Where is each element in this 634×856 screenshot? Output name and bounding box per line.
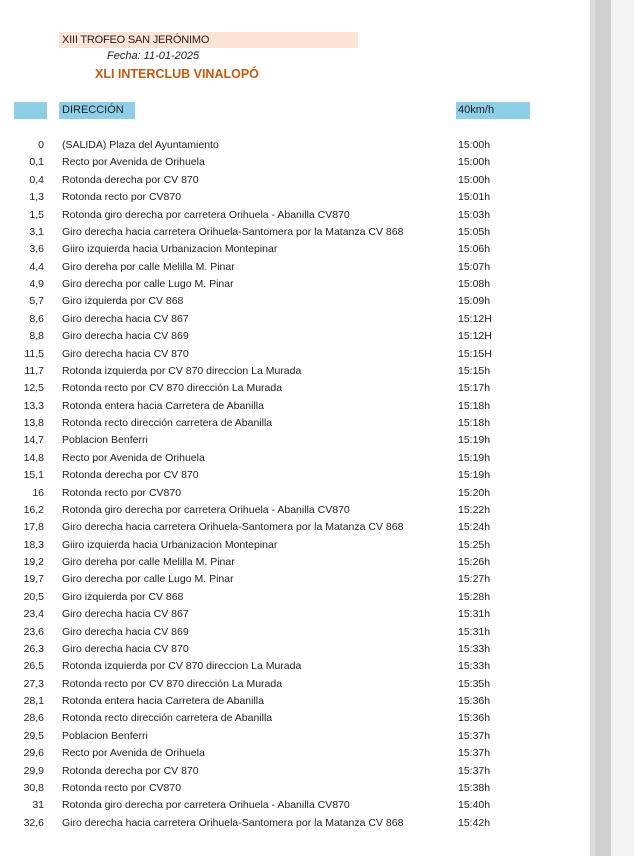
route-km: 11,5 (24, 347, 44, 360)
route-direction: Giro derecha hacia CV 870 (62, 347, 189, 360)
route-km: 12,5 (23, 382, 44, 395)
table-row (0, 798, 590, 815)
route-time: 15:33h (458, 660, 491, 673)
route-direction: Rotonda giro derecha por carretera Orihuela - Abanilla CV870 (62, 799, 350, 812)
route-time: 15:12H (458, 330, 492, 343)
route-km: 14,7 (23, 434, 44, 447)
route-km: 23,6 (23, 625, 44, 638)
table-row (0, 451, 590, 468)
route-km: 32,6 (23, 816, 44, 829)
route-direction: Giro derecha hacia carretera Orihuela-Santomera por la Matanza CV 868 (62, 225, 404, 238)
table-row (0, 729, 590, 746)
route-km: 29,9 (23, 764, 44, 777)
route-km: 26,3 (23, 642, 44, 655)
route-time: 15:20h (458, 486, 491, 499)
route-km: 13,3 (23, 399, 44, 412)
event-title: XIII TROFEO SAN JERÓNIMO (59, 32, 358, 48)
table-row (0, 764, 590, 781)
route-direction: Recto por Avenida de Orihuela (62, 747, 205, 760)
route-time: 15:27h (458, 573, 491, 586)
route-km: 28,1 (23, 695, 44, 707)
table-row (0, 347, 590, 364)
route-time: 15:09h (458, 295, 491, 308)
route-direction: Rotonda recto por CV 870 dirección La Murada (62, 677, 283, 690)
table-row (0, 520, 590, 537)
route-time: 15:26h (458, 556, 491, 568)
route-direction: Giro derecha hacia CV 867 (62, 608, 189, 621)
table-row (0, 590, 590, 607)
route-time: 15:36h (458, 695, 491, 707)
table-row (0, 538, 590, 555)
event-subtitle: XLI INTERCLUB VINALOPÓ (95, 67, 259, 81)
route-direction: Rotonda giro derecha por carretera Orihuela - Abanilla CV870 (62, 208, 350, 221)
table-row (0, 138, 590, 155)
route-direction: Rotonda derecha por CV 870 (62, 173, 199, 186)
route-direction: Giro derecha por calle Lugo M. Pinar (62, 573, 234, 586)
route-km: 0 (38, 139, 44, 151)
speed-column-header: 40km/h (456, 102, 530, 119)
route-direction: Rotonda derecha por CV 870 (62, 764, 199, 777)
route-direction: Giro derecha hacia CV 867 (62, 312, 189, 325)
route-direction: Giro derecha hacia carretera Orihuela-Santomera por la Matanza CV 868 (62, 816, 404, 829)
route-direction: Rotonda recto dirección carretera de Abanilla (62, 712, 273, 725)
route-time: 15:31h (458, 625, 491, 638)
route-time: 15:40h (458, 799, 491, 812)
route-km: 27,3 (23, 677, 44, 690)
table-row (0, 173, 590, 190)
table-row (0, 190, 590, 207)
route-km: 14,8 (23, 451, 44, 464)
table-row (0, 642, 590, 659)
route-time: 15:00h (458, 139, 491, 151)
vertical-scrollbar[interactable] (595, 0, 611, 856)
route-time: 15:12H (458, 312, 492, 325)
route-direction: Rotonda recto por CV870 (62, 191, 182, 204)
route-km: 20,5 (23, 590, 44, 603)
window-gutter (611, 0, 634, 856)
table-row (0, 225, 590, 242)
route-time: 15:35h (458, 677, 491, 690)
route-km: 1,3 (29, 191, 44, 204)
route-direction: Rotonda izquierda por CV 870 direccion La Murada (62, 364, 302, 377)
route-direction: Recto por Avenida de Orihuela (62, 451, 205, 464)
route-direction: Poblacion Benferri (62, 434, 148, 447)
route-time: 15:38h (458, 781, 491, 794)
route-direction: Rotonda giro derecha por carretera Orihuela - Abanilla CV870 (62, 503, 350, 516)
table-row (0, 694, 590, 711)
route-km: 30,8 (23, 781, 44, 794)
route-time: 15:06h (458, 243, 491, 256)
table-row (0, 711, 590, 728)
route-km: 23,4 (23, 608, 44, 621)
route-direction: Rotonda izquierda por CV 870 direccion La Murada (62, 660, 302, 673)
route-km: 4,9 (29, 278, 44, 290)
route-time: 15:22h (458, 503, 491, 516)
route-km: 1,5 (29, 208, 44, 221)
table-row (0, 677, 590, 694)
table-row (0, 260, 590, 277)
route-time: 15:19h (458, 469, 491, 482)
table-row (0, 242, 590, 259)
route-km: 31 (32, 799, 44, 812)
direction-column-header: DIRECCIÓN (59, 102, 135, 119)
route-time: 15:33h (458, 642, 491, 655)
table-row (0, 468, 590, 485)
route-time: 15:15h (458, 364, 491, 377)
route-km: 28,6 (23, 712, 44, 725)
route-table (0, 138, 590, 833)
route-direction: Giro derecha hacia CV 870 (62, 642, 189, 655)
route-time: 15:08h (458, 278, 491, 290)
route-time: 15:00h (458, 156, 491, 169)
table-row (0, 364, 590, 381)
route-km: 15,1 (23, 469, 44, 482)
route-km: 4,4 (29, 260, 44, 273)
route-time: 15:00h (458, 173, 491, 186)
route-time: 15:01h (458, 191, 491, 204)
event-date: Fecha: 11-01-2025 (107, 50, 200, 62)
route-direction: Poblacion Benferri (62, 729, 148, 742)
route-km: 13,8 (23, 417, 44, 429)
table-row (0, 155, 590, 172)
route-time: 15:18h (458, 417, 491, 429)
table-row (0, 572, 590, 589)
route-km: 18,3 (23, 538, 44, 551)
route-km: 3,6 (29, 243, 44, 256)
table-row (0, 277, 590, 294)
route-time: 15:19h (458, 434, 491, 447)
route-time: 15:19h (458, 451, 491, 464)
route-direction: Rotonda entera hacia Carretera de Abanilla (62, 695, 264, 707)
table-row (0, 625, 590, 642)
route-km: 5,7 (29, 295, 44, 308)
route-km: 16 (32, 486, 44, 499)
route-direction: Giro izquierda por CV 868 (62, 590, 184, 603)
route-time: 15:17h (458, 382, 491, 395)
route-direction: Giiro izquierda hacia Urbanizacion Montepinar (62, 243, 278, 256)
table-row (0, 294, 590, 311)
route-direction: Rotonda derecha por CV 870 (62, 469, 199, 482)
table-row (0, 746, 590, 763)
route-km: 17,8 (23, 521, 44, 534)
route-direction: Giro dereha por calle Melilla M. Pinar (62, 556, 235, 568)
route-direction: Rotonda recto por CV870 (62, 486, 182, 499)
route-direction: Giro derecha hacia CV 869 (62, 330, 189, 343)
table-row (0, 486, 590, 503)
route-time: 15:36h (458, 712, 491, 725)
route-direction: (SALIDA) Plaza del Ayuntamiento (62, 139, 219, 151)
table-row (0, 816, 590, 833)
route-direction: Rotonda recto por CV 870 dirección La Murada (62, 382, 283, 395)
route-km: 3,1 (29, 225, 44, 238)
route-km: 19,2 (23, 556, 44, 568)
table-row (0, 503, 590, 520)
table-row (0, 399, 590, 416)
route-direction: Giiro izquierda hacia Urbanizacion Montepinar (62, 538, 278, 551)
route-direction: Giro dereha por calle Melilla M. Pinar (62, 260, 235, 273)
route-time: 15:15H (458, 347, 492, 360)
route-time: 15:37h (458, 764, 491, 777)
route-km: 8,6 (29, 312, 44, 325)
route-time: 15:18h (458, 399, 491, 412)
route-direction: Giro derecha hacia CV 869 (62, 625, 189, 638)
table-row (0, 781, 590, 798)
table-row (0, 329, 590, 346)
route-time: 15:25h (458, 538, 491, 551)
route-direction: Recto por Avenida de Orihuela (62, 156, 205, 169)
route-time: 15:03h (458, 208, 491, 221)
route-km: 19,7 (23, 573, 44, 586)
table-row (0, 416, 590, 433)
route-time: 15:05h (458, 225, 491, 238)
km-column-header (14, 102, 47, 119)
route-time: 15:37h (458, 729, 491, 742)
route-direction: Rotonda recto dirección carretera de Abanilla (62, 417, 273, 429)
route-km: 29,5 (23, 729, 44, 742)
route-direction: Rotonda recto por CV870 (62, 781, 182, 794)
route-km: 11,7 (24, 364, 44, 377)
route-km: 16,2 (23, 503, 44, 516)
route-km: 0,4 (29, 173, 44, 186)
table-row (0, 607, 590, 624)
route-km: 26,5 (23, 660, 44, 673)
route-time: 15:37h (458, 747, 491, 760)
route-direction: Giro derecha hacia carretera Orihuela-Santomera por la Matanza CV 868 (62, 521, 404, 534)
table-row (0, 208, 590, 225)
route-direction: Giro izquierda por CV 868 (62, 295, 184, 308)
route-time: 15:42h (458, 816, 491, 829)
route-time: 15:31h (458, 608, 491, 621)
route-time: 15:07h (458, 260, 491, 273)
table-row (0, 555, 590, 572)
route-km: 29,6 (23, 747, 44, 760)
route-km: 8,8 (29, 330, 44, 343)
table-row (0, 433, 590, 450)
route-km: 0,1 (29, 156, 44, 169)
table-row (0, 659, 590, 676)
table-row (0, 312, 590, 329)
table-row (0, 381, 590, 398)
route-direction: Rotonda entera hacia Carretera de Abanilla (62, 399, 264, 412)
route-direction: Giro derecha por calle Lugo M. Pinar (62, 278, 234, 290)
route-time: 15:24h (458, 521, 491, 534)
route-time: 15:28h (458, 590, 491, 603)
